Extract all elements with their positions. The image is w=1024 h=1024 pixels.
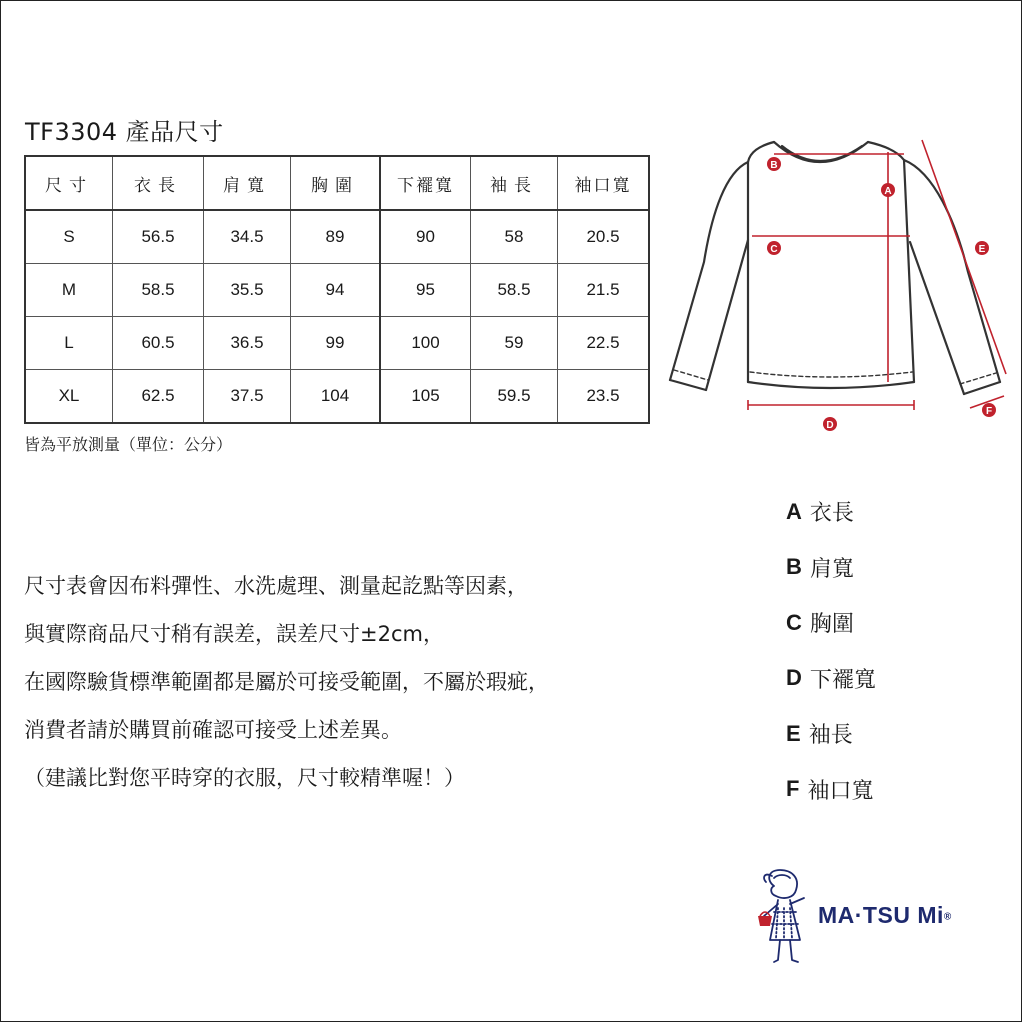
table-cell: 60.5 <box>113 317 204 370</box>
measurement-legend <box>786 484 876 817</box>
brand-name-text: MA·TSU Mi <box>818 902 944 928</box>
table-cell: 20.5 <box>558 210 650 264</box>
svg-text:A: A <box>884 186 892 197</box>
table-cell: 100 <box>380 317 471 370</box>
disclaimer-text <box>24 562 549 802</box>
svg-text:B: B <box>770 160 778 171</box>
table-cell: 94 <box>291 264 381 317</box>
measurement-note: 皆為平放測量（單位：公分） <box>24 435 233 454</box>
table-cell: L <box>25 317 113 370</box>
legend-item <box>786 540 876 596</box>
header-size: 尺寸 <box>25 156 113 210</box>
table-cell: 58.5 <box>471 264 558 317</box>
disclaimer-line: 在國際驗貨標準範圍都是屬於可接受範圍，不屬於瑕疵， <box>24 670 549 694</box>
disclaimer-line: （建議比對您平時穿的衣服，尺寸較精準喔！） <box>24 766 465 790</box>
size-table <box>24 155 650 424</box>
disclaimer-line: 尺寸表會因布料彈性、水洗處理、測量起訖點等因素， <box>24 574 528 598</box>
header-sleeve: 袖長 <box>471 156 558 210</box>
table-row <box>25 370 649 424</box>
table-row <box>25 210 649 264</box>
legend-label: 袖口寬 <box>807 778 874 804</box>
brand-name <box>818 902 952 929</box>
table-cell: S <box>25 210 113 264</box>
table-cell: 99 <box>291 317 381 370</box>
marker-b <box>767 157 781 171</box>
legend-key: E <box>786 720 801 746</box>
legend-item <box>786 762 876 818</box>
disclaimer-line: 消費者請於購買前確認可接受上述差異。 <box>24 718 402 742</box>
page-title: TF3304 產品尺寸 <box>25 118 224 146</box>
table-cell: 95 <box>380 264 471 317</box>
header-cuff: 袖口寬 <box>558 156 650 210</box>
marker-a <box>881 183 895 197</box>
legend-label: 胸圍 <box>809 612 854 638</box>
marker-c <box>767 241 781 255</box>
legend-item <box>786 651 876 707</box>
table-row <box>25 317 649 370</box>
legend-key: A <box>786 498 802 524</box>
marker-d <box>823 417 837 431</box>
brand-logo-icon <box>752 868 816 978</box>
table-cell: M <box>25 264 113 317</box>
svg-text:C: C <box>770 244 778 255</box>
legend-label: 下襬寬 <box>809 667 876 693</box>
table-cell: XL <box>25 370 113 424</box>
header-chest: 胸圍 <box>291 156 381 210</box>
legend-item <box>786 595 876 651</box>
legend-key: B <box>786 554 802 580</box>
sweater-outline <box>670 142 1000 394</box>
table-cell: 105 <box>380 370 471 424</box>
table-cell: 59 <box>471 317 558 370</box>
legend-label: 衣長 <box>809 501 854 527</box>
table-cell: 23.5 <box>558 370 650 424</box>
marker-f <box>982 403 996 417</box>
disclaimer-line: 與實際商品尺寸稍有誤差，誤差尺寸±2cm， <box>24 622 444 646</box>
table-cell: 35.5 <box>204 264 291 317</box>
table-cell: 36.5 <box>204 317 291 370</box>
table-row <box>25 264 649 317</box>
svg-text:F: F <box>985 406 993 417</box>
table-cell: 62.5 <box>113 370 204 424</box>
legend-item <box>786 706 876 762</box>
table-cell: 90 <box>380 210 471 264</box>
header-shoulder: 肩寬 <box>204 156 291 210</box>
header-length: 衣長 <box>113 156 204 210</box>
table-cell: 21.5 <box>558 264 650 317</box>
svg-text:D: D <box>826 420 834 431</box>
table-cell: 58 <box>471 210 558 264</box>
table-cell: 104 <box>291 370 381 424</box>
table-cell: 56.5 <box>113 210 204 264</box>
svg-text:E: E <box>978 244 986 255</box>
measurement-lines <box>748 140 1006 410</box>
table-header-row <box>25 156 649 210</box>
table-cell: 37.5 <box>204 370 291 424</box>
legend-item <box>786 484 876 540</box>
legend-key: C <box>786 609 802 635</box>
table-cell: 59.5 <box>471 370 558 424</box>
table-cell: 89 <box>291 210 381 264</box>
marker-e <box>975 241 989 255</box>
legend-label: 肩寬 <box>809 556 854 582</box>
garment-diagram <box>664 132 1016 444</box>
table-cell: 34.5 <box>204 210 291 264</box>
header-hem: 下襬寬 <box>380 156 471 210</box>
registered-mark: ® <box>943 911 952 923</box>
legend-label: 袖長 <box>808 723 853 749</box>
table-cell: 58.5 <box>113 264 204 317</box>
legend-key: F <box>786 776 800 802</box>
table-cell: 22.5 <box>558 317 650 370</box>
legend-key: D <box>786 665 802 691</box>
